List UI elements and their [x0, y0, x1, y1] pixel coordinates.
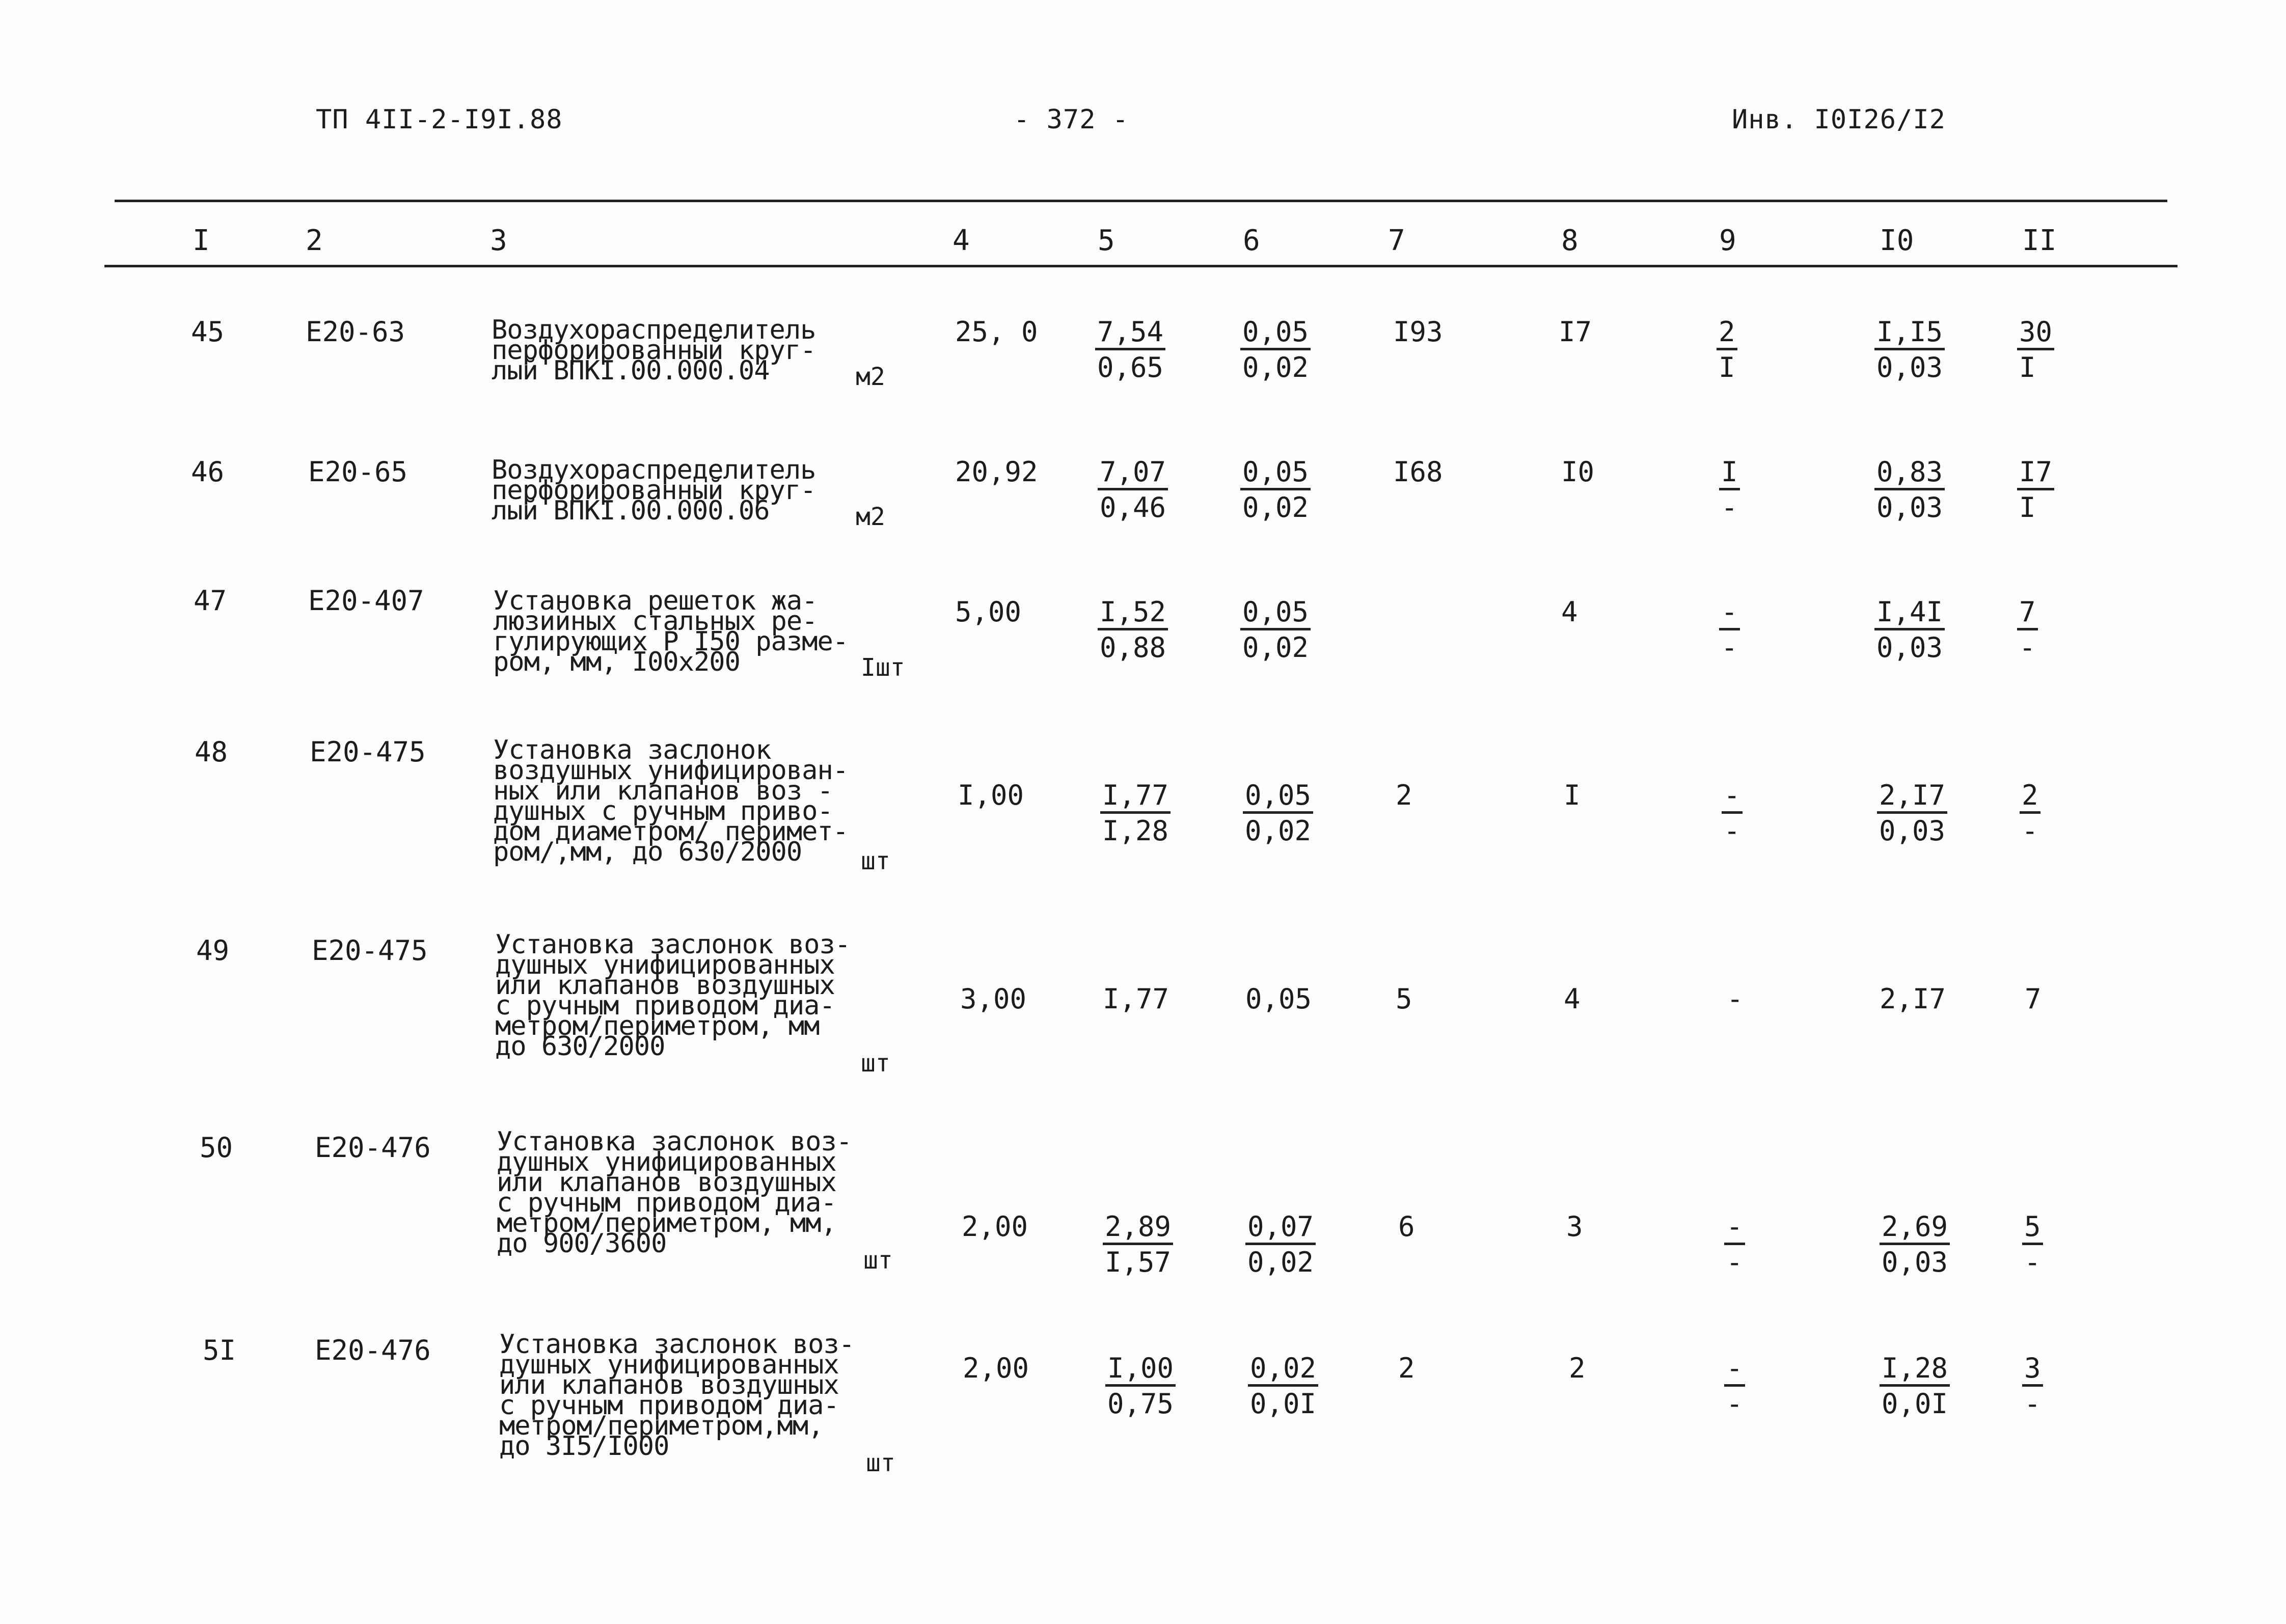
- fraction-bottom: 0,02: [1245, 815, 1312, 847]
- fraction-top: 2: [2020, 781, 2040, 814]
- fraction-top: 7,07: [1098, 457, 1168, 490]
- fraction-col11: [2020, 779, 2040, 847]
- fraction-col10: [1874, 456, 1945, 524]
- column-number-2: 2: [306, 224, 323, 257]
- fraction-col6: [1240, 596, 1311, 664]
- col8-value: I: [1564, 779, 1581, 811]
- quantity: 2,00: [962, 1210, 1028, 1243]
- col7-value: I68: [1393, 456, 1443, 488]
- column-number-10: I0: [1880, 224, 1914, 257]
- fraction-bottom: 0,03: [1876, 631, 1943, 664]
- fraction-top: 0,05: [1240, 457, 1311, 490]
- page-number: - 372 -: [1014, 104, 1129, 135]
- quantity: 2,00: [963, 1352, 1029, 1384]
- fraction-top: I,77: [1100, 781, 1171, 814]
- col7-value: I93: [1393, 316, 1443, 348]
- table-top-rule: [115, 200, 2167, 202]
- fraction-bottom: -: [2024, 1246, 2041, 1278]
- fraction-col6: [1245, 1210, 1316, 1279]
- fraction-top: 0,02: [1248, 1354, 1318, 1387]
- fraction-top: 0,83: [1874, 457, 1945, 490]
- fraction-top: -: [1724, 1212, 1745, 1245]
- fraction-top: I,4I: [1874, 597, 1945, 630]
- fraction-top: 0,05: [1243, 781, 1313, 814]
- rate-code: E20-476: [315, 1334, 431, 1366]
- column-number-5: 5: [1098, 224, 1115, 257]
- work-description: Установка решеток жа- люзийных стальных ре- гулирующих Р I50 разме- ром, мм, I00x200: [493, 586, 849, 677]
- col8-value: I7: [1559, 316, 1592, 348]
- fraction-top: 0,05: [1240, 317, 1311, 350]
- quantity: I,00: [958, 779, 1024, 811]
- fraction-bottom: 0,03: [1879, 815, 1946, 847]
- col11-value: 7: [2025, 983, 2042, 1015]
- fraction-col10: [1874, 596, 1945, 664]
- fraction-col11: [2017, 316, 2054, 384]
- column-number-7: 7: [1388, 224, 1405, 257]
- work-description: Установка заслонок воз- душных унифицированных или клапанов воздушных с ручным приводом диа- метром/периметром, мм, до 900/3600: [497, 1126, 852, 1259]
- col8-value: 4: [1561, 596, 1578, 628]
- rate-code: E20-476: [315, 1132, 431, 1164]
- rate-code: E20-407: [308, 585, 424, 617]
- fraction-bottom: 0,03: [1876, 491, 1943, 524]
- fraction-top: -: [1724, 1354, 1745, 1387]
- unit-of-measure: шт: [863, 1246, 893, 1275]
- fraction-top: 2: [1717, 317, 1737, 350]
- fraction-top: -: [1719, 597, 1740, 630]
- row-number: 45: [191, 316, 225, 348]
- col7-value: 6: [1398, 1210, 1415, 1243]
- work-description: Установка заслонок воз- душных унифицированных или клапанов воздушных с ручным приводом диа- метром/периметром,мм, до 3I5/I000: [499, 1329, 855, 1462]
- fraction-bottom: -: [2024, 1388, 2041, 1420]
- row-number: 47: [194, 585, 227, 617]
- fraction-col5: [1103, 1210, 1173, 1279]
- fraction-bottom: I: [2019, 491, 2036, 524]
- fraction-col11: [2017, 456, 2054, 524]
- fraction-col11: [2022, 1352, 2043, 1420]
- fraction-bottom: 0,02: [1242, 351, 1309, 383]
- fraction-top: I,28: [1880, 1354, 1950, 1387]
- row-number: 5I: [203, 1334, 236, 1366]
- row-number: 50: [200, 1132, 233, 1164]
- fraction-bottom: 0,02: [1242, 631, 1309, 664]
- fraction-top: 3: [2022, 1354, 2043, 1387]
- fraction-col10: [1880, 1352, 1950, 1420]
- col8-value: 4: [1564, 983, 1581, 1015]
- column-number-6: 6: [1243, 224, 1260, 257]
- quantity: 25, 0: [955, 316, 1038, 348]
- rate-code: E20-475: [310, 736, 426, 768]
- fraction-top: I,00: [1105, 1354, 1176, 1387]
- col8-value: I0: [1561, 456, 1595, 488]
- rate-code: E20-65: [308, 456, 408, 488]
- fraction-bottom: 0,02: [1242, 491, 1309, 524]
- work-description: Установка заслонок воздушных унифицирован- ных или клапанов воз - душных с ручным приво- дом диаметром/ перимет- ром/,мм, до 630/2000: [493, 735, 849, 867]
- column-number-8: 8: [1561, 224, 1579, 257]
- fraction-col9: [1719, 596, 1740, 664]
- fraction-col5: [1100, 779, 1171, 847]
- fraction-col5: [1098, 596, 1168, 664]
- fraction-col6: [1248, 1352, 1318, 1420]
- fraction-top: I7: [2017, 457, 2054, 490]
- fraction-bottom: -: [1721, 491, 1738, 524]
- fraction-bottom: -: [1726, 1388, 1743, 1420]
- quantity: 5,00: [955, 596, 1022, 628]
- fraction-col5: [1105, 1352, 1176, 1420]
- row-number: 46: [191, 456, 225, 488]
- fraction-col6: [1243, 779, 1313, 847]
- fraction-col10: [1874, 316, 1945, 384]
- fraction-bottom: 0,02: [1247, 1246, 1314, 1278]
- fraction-top: -: [1722, 781, 1743, 814]
- fraction-bottom: 0,0I: [1250, 1388, 1317, 1420]
- rate-code: E20-63: [306, 316, 405, 348]
- row-number: 48: [195, 736, 228, 768]
- column-number-3: 3: [490, 224, 507, 257]
- quantity: 20,92: [955, 456, 1038, 488]
- fraction-bottom: -: [1726, 1246, 1743, 1278]
- fraction-bottom: 0,03: [1882, 1246, 1948, 1278]
- fraction-bottom: 0,88: [1100, 631, 1166, 664]
- col8-value: 2: [1569, 1352, 1586, 1384]
- fraction-top: 7: [2017, 597, 2038, 630]
- fraction-top: 7,54: [1095, 317, 1165, 350]
- column-number-1: I: [193, 224, 210, 257]
- fraction-top: 2,89: [1103, 1212, 1173, 1245]
- fraction-top: 0,05: [1240, 597, 1311, 630]
- col9-value: -: [1727, 983, 1744, 1015]
- col8-value: 3: [1566, 1210, 1583, 1243]
- unit-of-measure: шт: [861, 1049, 890, 1078]
- fraction-col5: [1098, 456, 1168, 524]
- work-description: Воздухораспределитель перфорированный круг- лый ВПКI.00.000.06: [492, 455, 816, 526]
- fraction-bottom: 0,65: [1097, 351, 1164, 383]
- fraction-col9: [1717, 316, 1737, 384]
- fraction-bottom: 0,0I: [1882, 1388, 1948, 1420]
- col7-value: 2: [1396, 779, 1412, 811]
- fraction-bottom: -: [2022, 815, 2038, 847]
- work-description: Воздухораспределитель перфорированный круг- лый ВПКI.00.000.04: [492, 315, 816, 386]
- document-code: ТП 4II-2-I9I.88: [316, 104, 563, 135]
- column-number-11: II: [2022, 224, 2057, 257]
- fraction-top: I,I5: [1874, 317, 1945, 350]
- fraction-top: 2,I7: [1877, 781, 1947, 814]
- fraction-top: 0,07: [1245, 1212, 1316, 1245]
- rate-code: E20-475: [312, 934, 428, 967]
- unit-of-measure: м2: [856, 503, 885, 531]
- fraction-bottom: -: [1721, 631, 1738, 664]
- fraction-top: I,52: [1098, 597, 1168, 630]
- unit-of-measure: м2: [856, 363, 885, 391]
- fraction-col11: [2022, 1210, 2043, 1279]
- fraction-bottom: 0,46: [1100, 491, 1166, 524]
- fraction-top: 2,69: [1880, 1212, 1950, 1245]
- fraction-top: I: [1719, 457, 1740, 490]
- fraction-bottom: -: [1724, 815, 1740, 847]
- fraction-bottom: -: [2019, 631, 2036, 664]
- quantity: 3,00: [960, 983, 1027, 1015]
- fraction-bottom: 0,75: [1107, 1388, 1174, 1420]
- fraction-col9: [1722, 779, 1743, 847]
- col6-value: 0,05: [1245, 983, 1312, 1015]
- col7-value: 2: [1398, 1352, 1415, 1384]
- unit-of-measure: Iшт: [861, 653, 905, 682]
- unit-of-measure: шт: [866, 1449, 895, 1477]
- work-description: Установка заслонок воз- душных унифицированных или клапанов воздушных с ручным приводом диа- метром/периметром, мм до 630/2000: [495, 929, 851, 1062]
- fraction-col10: [1877, 779, 1947, 847]
- column-number-4: 4: [953, 224, 970, 257]
- table-header-bottom-rule: [104, 265, 2178, 267]
- col7-value: 5: [1396, 983, 1412, 1015]
- row-number: 49: [196, 934, 230, 967]
- col10-value: 2,I7: [1880, 983, 1946, 1015]
- fraction-col11: [2017, 596, 2038, 664]
- fraction-top: 5: [2022, 1212, 2043, 1245]
- column-number-9: 9: [1719, 224, 1736, 257]
- fraction-col6: [1240, 316, 1311, 384]
- col5-value: I,77: [1103, 983, 1169, 1015]
- fraction-bottom: I: [2019, 351, 2036, 383]
- fraction-col9: [1724, 1352, 1745, 1420]
- fraction-bottom: I,28: [1102, 815, 1169, 847]
- fraction-col6: [1240, 456, 1311, 524]
- fraction-bottom: I: [1719, 351, 1735, 383]
- fraction-col5: [1095, 316, 1165, 384]
- fraction-col9: [1719, 456, 1740, 524]
- fraction-bottom: I,57: [1105, 1246, 1172, 1278]
- unit-of-measure: шт: [861, 847, 890, 875]
- fraction-bottom: 0,03: [1876, 351, 1943, 383]
- fraction-top: 30: [2017, 317, 2054, 350]
- inventory-number: Инв. I0I26/I2: [1732, 104, 1946, 135]
- fraction-col10: [1880, 1210, 1950, 1279]
- fraction-col9: [1724, 1210, 1745, 1279]
